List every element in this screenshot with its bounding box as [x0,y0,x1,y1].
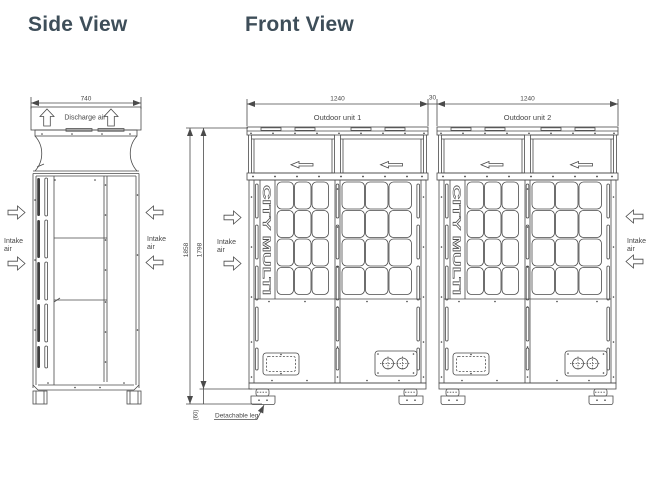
leg-height-dim-label: (60) [193,409,200,421]
body-height-dim-label: 1798 [196,242,204,258]
side-width-dim-label: 740 [80,95,92,103]
intake-air-label: Intake [627,238,647,245]
front-view-heading: Front View [245,13,354,36]
intake-air-label: air [627,246,635,253]
unit2-width-dim-label: 1240 [520,95,535,103]
front-top-dimensions [247,95,618,127]
total-height-dim-label: 1858 [183,242,190,258]
side-screws [34,179,138,388]
front-height-dimensions [183,128,262,420]
outdoor-unit-2-label: Outdoor unit 2 [503,113,552,122]
detachable-leg-callout [214,405,264,420]
side-body [33,174,141,405]
side-intake-left [4,206,25,270]
front-intake-left [217,211,241,270]
intake-air-label: air [4,246,12,253]
side-vent-slots [37,178,47,368]
detachable-leg-label: Detachable leg [215,412,259,420]
gap-dim-label: 30 [428,94,437,102]
unit1-width-dim-label: 1240 [330,95,345,103]
outdoor-unit-2 [437,127,618,405]
side-legs [33,391,141,404]
side-view-heading: Side View [28,13,128,36]
intake-air-label: Intake [4,238,24,245]
discharge-air-label: Discharge air [64,114,106,122]
intake-air-label: Intake [217,239,237,246]
intake-air-label: air [147,244,155,251]
intake-air-label: Intake [147,236,167,243]
intake-air-label: air [217,247,225,254]
side-view-drawing [4,96,166,405]
outdoor-unit-1 [247,127,428,405]
side-intake-right [146,206,166,269]
side-top-cap [31,107,141,174]
front-view-drawing [183,95,646,421]
outdoor-unit-1-label: Outdoor unit 1 [313,113,362,122]
front-intake-right [626,210,646,268]
technical-drawing-canvas: CITY MULTI 740 Discharge air Intake air Intake air 1240 30 1240 Outdoor unit 1 Outdoor unit 2 1858 1798 (60) Detachable leg Intake air Intake air [4,58,647,421]
